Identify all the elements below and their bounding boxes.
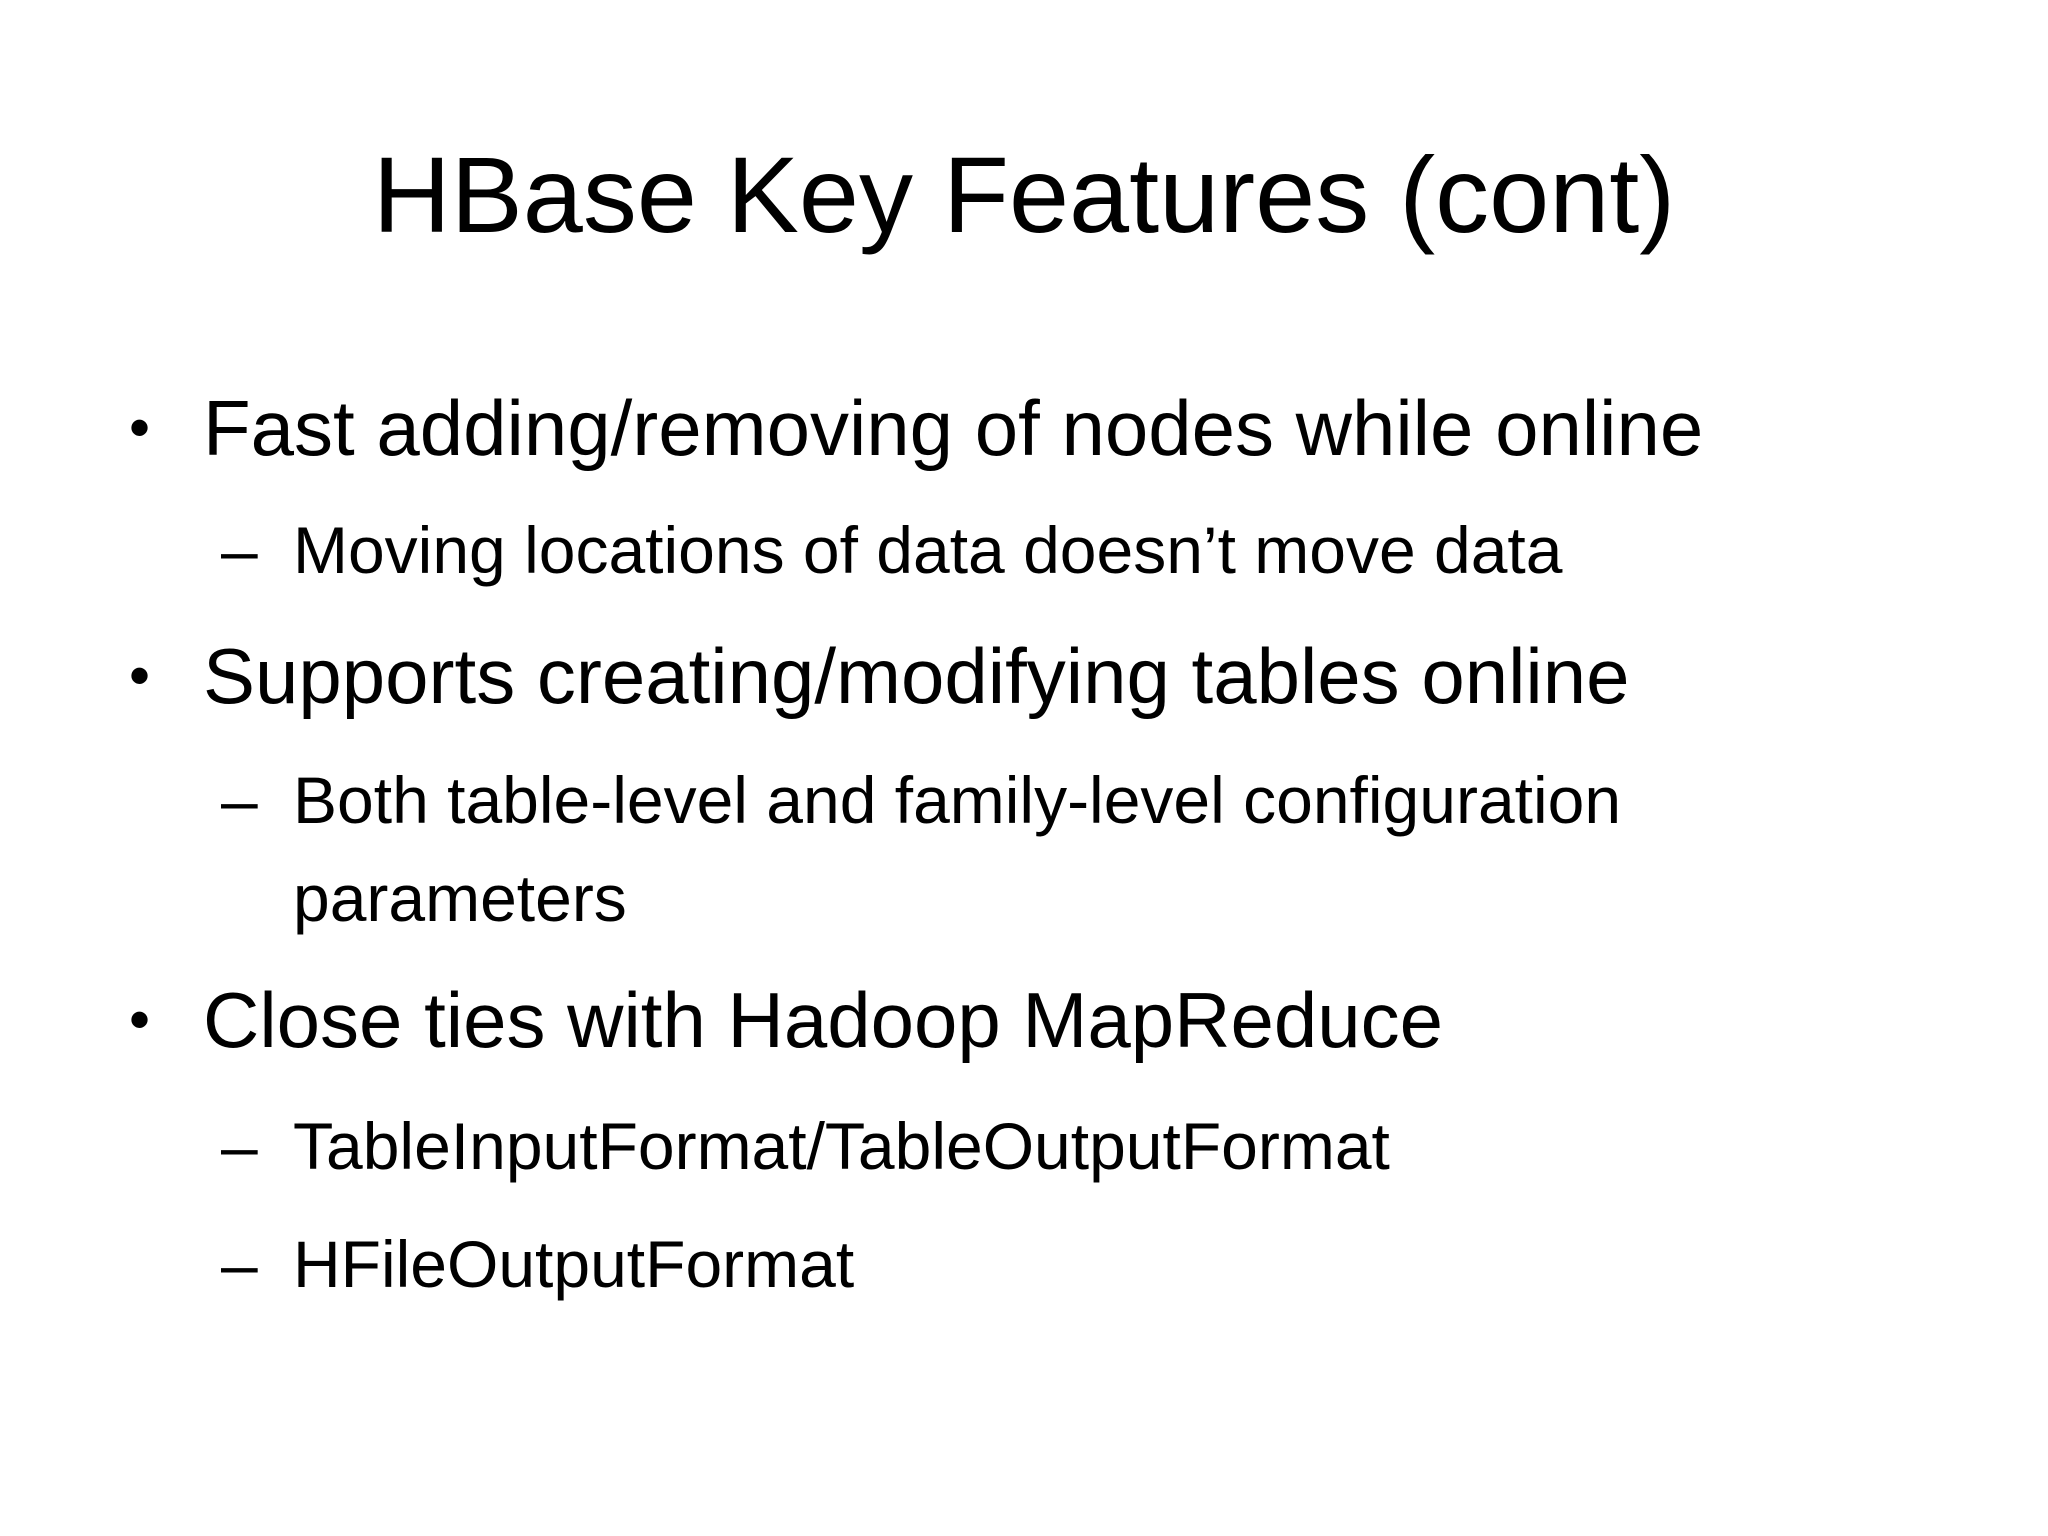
sub-bullet-marker: – [221,513,258,587]
bullet-text: Fast adding/removing of nodes while online [203,384,1704,472]
slide-title: HBase Key Features (cont) [372,134,1676,255]
bullet-marker: • [129,394,151,461]
sub-bullet-marker: – [221,1109,258,1183]
bullet-item [129,380,1704,476]
bullet-marker: • [129,642,151,709]
sub-bullet-text: Both table-level and family-level configuration [293,763,1622,837]
sub-bullet-marker: – [221,763,258,837]
sub-bullet-marker: – [221,1227,258,1301]
bullet-item [129,628,1630,724]
sub-bullet-text: parameters [293,861,627,935]
bullet-item [129,972,1444,1068]
sub-bullet-text: Moving locations of data doesn’t move data [293,513,1563,587]
sub-bullet-item [221,758,1622,842]
bullet-text: Close ties with Hadoop MapReduce [203,976,1444,1064]
sub-bullet-item [221,508,1563,592]
sub-bullet-text: HFileOutputFormat [293,1227,855,1301]
sub-bullet-text: TableInputFormat/TableOutputFormat [293,1109,1390,1183]
bullet-text: Supports creating/modifying tables online [203,632,1630,720]
sub-bullet-continuation [293,856,627,940]
sub-bullet-item [221,1222,855,1306]
bullet-marker: • [129,986,151,1053]
sub-bullet-item [221,1104,1390,1188]
